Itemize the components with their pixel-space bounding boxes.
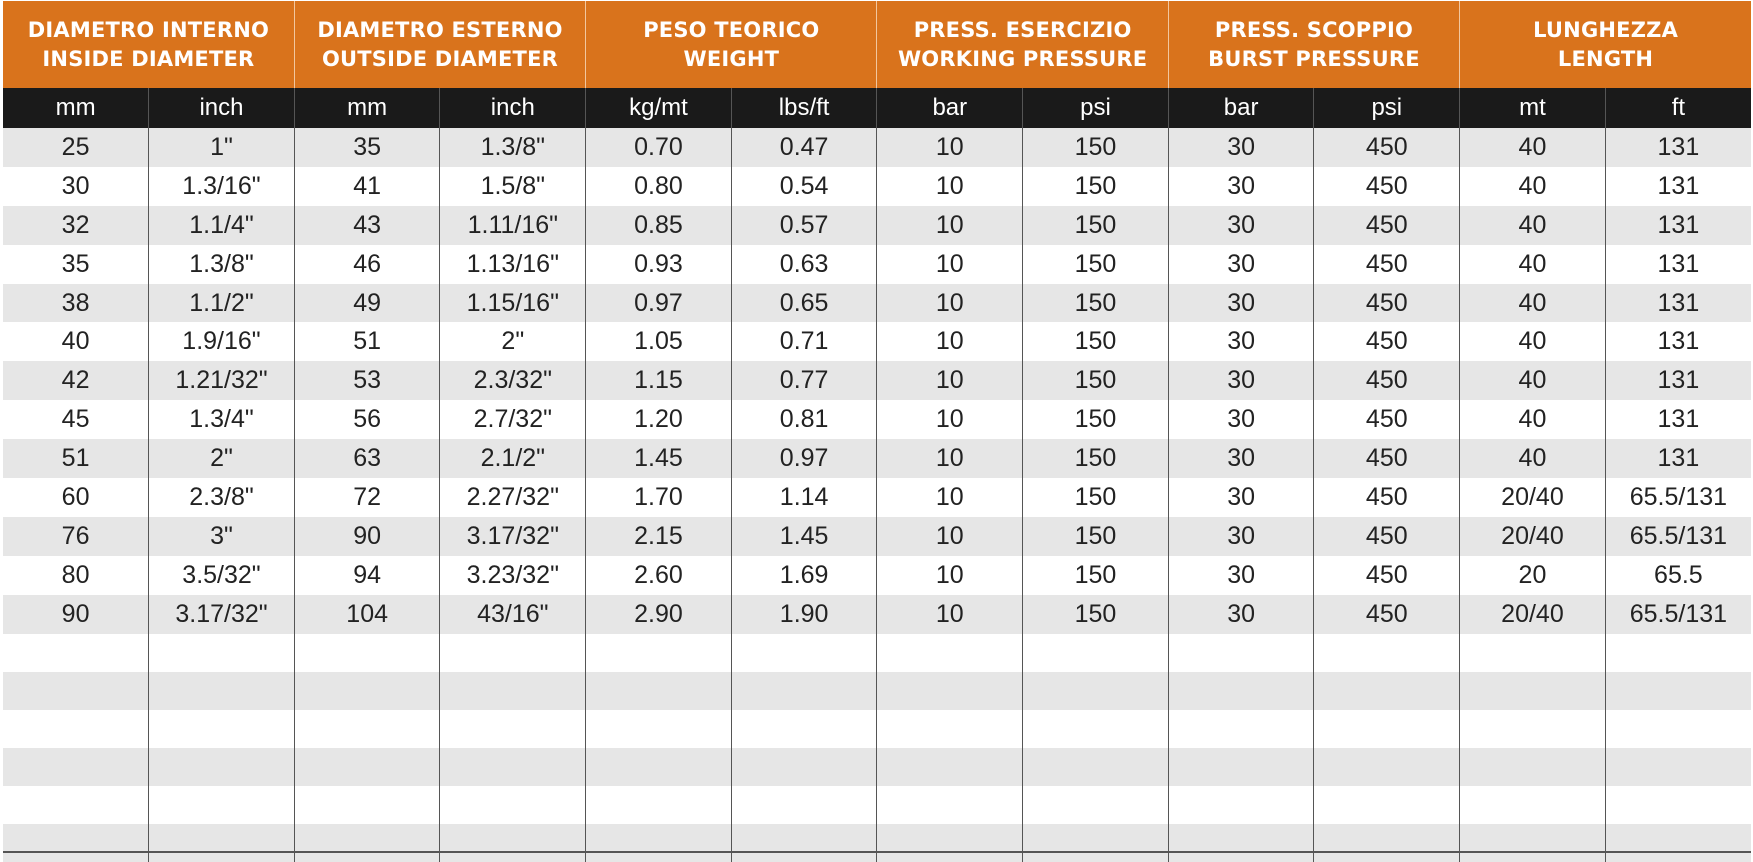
- table-cell: 1.69: [731, 556, 877, 595]
- table-cell: 3.17/32": [440, 517, 586, 556]
- empty-cell: [294, 824, 440, 862]
- empty-cell: [1460, 786, 1606, 824]
- empty-cell: [294, 634, 440, 672]
- table-cell: 90: [3, 595, 149, 634]
- unit-header: inch: [440, 88, 586, 128]
- empty-cell: [1605, 786, 1751, 824]
- table-cell: 40: [1460, 245, 1606, 284]
- table-cell: 1.21/32": [149, 361, 295, 400]
- table-cell: 40: [1460, 167, 1606, 206]
- empty-row: [3, 634, 1751, 672]
- table-row: [3, 245, 1751, 284]
- group-header-en: LENGTH: [1557, 46, 1654, 71]
- empty-cell: [3, 710, 149, 748]
- table-cell: 10: [877, 517, 1023, 556]
- table-cell: 1.5/8": [440, 167, 586, 206]
- unit-header: bar: [1168, 88, 1314, 128]
- table-cell: 80: [3, 556, 149, 595]
- table-cell: 131: [1605, 167, 1751, 206]
- table-cell: 40: [1460, 128, 1606, 167]
- table-cell: 150: [1023, 128, 1169, 167]
- table-cell: 3.5/32": [149, 556, 295, 595]
- table-cell: 1.13/16": [440, 245, 586, 284]
- table-cell: 65.5/131: [1605, 478, 1751, 517]
- table-row: [3, 206, 1751, 245]
- group-header-it: PESO TEORICO: [643, 17, 820, 42]
- table-cell: 0.54: [731, 167, 877, 206]
- table-cell: 30: [3, 167, 149, 206]
- group-header-working-pressure: [877, 1, 1168, 88]
- empty-cell: [1314, 710, 1460, 748]
- table-row: [3, 517, 1751, 556]
- table-cell: 51: [294, 322, 440, 361]
- empty-cell: [1168, 672, 1314, 710]
- table-cell: 131: [1605, 361, 1751, 400]
- table-cell: 40: [1460, 206, 1606, 245]
- table-cell: 0.93: [586, 245, 732, 284]
- table-cell: 20/40: [1460, 595, 1606, 634]
- table-cell: 131: [1605, 245, 1751, 284]
- empty-cell: [3, 634, 149, 672]
- table-cell: 450: [1314, 322, 1460, 361]
- table-cell: 2.27/32": [440, 478, 586, 517]
- table-cell: 40: [1460, 322, 1606, 361]
- table-cell: 20: [1460, 556, 1606, 595]
- table-cell: 41: [294, 167, 440, 206]
- table-cell: 1": [149, 128, 295, 167]
- table-cell: 45: [3, 400, 149, 439]
- empty-cell: [731, 710, 877, 748]
- table-cell: 450: [1314, 245, 1460, 284]
- empty-cell: [877, 786, 1023, 824]
- group-header-inside-diameter: [3, 1, 294, 88]
- table-cell: 2.15: [586, 517, 732, 556]
- table-cell: 0.57: [731, 206, 877, 245]
- table-cell: 450: [1314, 361, 1460, 400]
- table-cell: 65.5: [1605, 556, 1751, 595]
- table-cell: 1.45: [731, 517, 877, 556]
- table-cell: 30: [1168, 206, 1314, 245]
- table-row: [3, 128, 1751, 167]
- table-cell: 10: [877, 478, 1023, 517]
- hose-spec-table: [3, 1, 1751, 862]
- table-cell: 30: [1168, 128, 1314, 167]
- table-cell: 1.90: [731, 595, 877, 634]
- table-cell: 1.1/2": [149, 284, 295, 323]
- table-cell: 10: [877, 167, 1023, 206]
- unit-header: mm: [3, 88, 149, 128]
- table-cell: 0.80: [586, 167, 732, 206]
- unit-header: lbs/ft: [731, 88, 877, 128]
- empty-cell: [1460, 748, 1606, 786]
- table-cell: 0.77: [731, 361, 877, 400]
- table-cell: 0.63: [731, 245, 877, 284]
- unit-header: bar: [877, 88, 1023, 128]
- table-cell: 131: [1605, 128, 1751, 167]
- table-cell: 0.97: [731, 439, 877, 478]
- empty-cell: [1023, 672, 1169, 710]
- group-header-it: DIAMETRO ESTERNO: [317, 17, 563, 42]
- empty-cell: [149, 634, 295, 672]
- table-cell: 10: [877, 400, 1023, 439]
- table-cell: 56: [294, 400, 440, 439]
- table-cell: 150: [1023, 439, 1169, 478]
- table-cell: 0.70: [586, 128, 732, 167]
- table-cell: 90: [294, 517, 440, 556]
- table-cell: 1.1/4": [149, 206, 295, 245]
- table-cell: 1.3/8": [149, 245, 295, 284]
- empty-cell: [1605, 748, 1751, 786]
- empty-cell: [294, 748, 440, 786]
- unit-header: psi: [1023, 88, 1169, 128]
- empty-cell: [877, 634, 1023, 672]
- table-cell: 2.3/8": [149, 478, 295, 517]
- table-cell: 51: [3, 439, 149, 478]
- table-cell: 65.5/131: [1605, 517, 1751, 556]
- empty-cell: [1314, 786, 1460, 824]
- table-cell: 1.05: [586, 322, 732, 361]
- empty-cell: [149, 710, 295, 748]
- table-cell: 49: [294, 284, 440, 323]
- empty-row: [3, 672, 1751, 710]
- table-cell: 40: [1460, 439, 1606, 478]
- table-cell: 1.45: [586, 439, 732, 478]
- empty-cell: [1605, 672, 1751, 710]
- table-row: [3, 284, 1751, 323]
- empty-row: [3, 710, 1751, 748]
- table-cell: 1.14: [731, 478, 877, 517]
- table-row: [3, 322, 1751, 361]
- table-cell: 150: [1023, 284, 1169, 323]
- empty-cell: [731, 748, 877, 786]
- table-cell: 0.71: [731, 322, 877, 361]
- empty-cell: [1460, 824, 1606, 862]
- table-cell: 0.47: [731, 128, 877, 167]
- table-cell: 10: [877, 206, 1023, 245]
- empty-cell: [3, 748, 149, 786]
- table-cell: 30: [1168, 556, 1314, 595]
- group-header-en: OUTSIDE DIAMETER: [321, 46, 558, 71]
- empty-cell: [1023, 824, 1169, 862]
- table-cell: 1.3/8": [440, 128, 586, 167]
- empty-row: [3, 824, 1751, 862]
- table-cell: 150: [1023, 478, 1169, 517]
- empty-cell: [440, 710, 586, 748]
- unit-header-row: [3, 88, 1751, 128]
- table-cell: 150: [1023, 245, 1169, 284]
- table-cell: 30: [1168, 322, 1314, 361]
- table-cell: 25: [3, 128, 149, 167]
- empty-cell: [3, 672, 149, 710]
- table-cell: 30: [1168, 284, 1314, 323]
- table-cell: 1.70: [586, 478, 732, 517]
- group-header-outside-diameter: [294, 1, 585, 88]
- empty-cell: [877, 710, 1023, 748]
- table-cell: 94: [294, 556, 440, 595]
- empty-cell: [440, 824, 586, 862]
- group-header-burst-pressure: [1168, 1, 1459, 88]
- empty-cell: [1023, 634, 1169, 672]
- group-header-weight: [586, 1, 877, 88]
- empty-cell: [3, 824, 149, 862]
- table-cell: 60: [3, 478, 149, 517]
- table-cell: 40: [1460, 284, 1606, 323]
- table-cell: 42: [3, 361, 149, 400]
- table-cell: 40: [1460, 400, 1606, 439]
- table-cell: 20/40: [1460, 478, 1606, 517]
- table-cell: 1.20: [586, 400, 732, 439]
- unit-header: mt: [1460, 88, 1606, 128]
- table-cell: 30: [1168, 400, 1314, 439]
- table-cell: 1.15: [586, 361, 732, 400]
- table-cell: 30: [1168, 439, 1314, 478]
- empty-cell: [586, 710, 732, 748]
- empty-cell: [1168, 748, 1314, 786]
- table-cell: 2.1/2": [440, 439, 586, 478]
- table-cell: 32: [3, 206, 149, 245]
- table-cell: 450: [1314, 206, 1460, 245]
- table-cell: 131: [1605, 206, 1751, 245]
- table-row: [3, 595, 1751, 634]
- table-cell: 20/40: [1460, 517, 1606, 556]
- empty-cell: [1605, 710, 1751, 748]
- table-cell: 46: [294, 245, 440, 284]
- empty-cell: [1605, 824, 1751, 862]
- empty-cell: [731, 786, 877, 824]
- table-cell: 3.17/32": [149, 595, 295, 634]
- empty-cell: [1460, 634, 1606, 672]
- table-cell: 10: [877, 322, 1023, 361]
- empty-cell: [1168, 710, 1314, 748]
- empty-cell: [294, 786, 440, 824]
- table-cell: 150: [1023, 400, 1169, 439]
- empty-cell: [1023, 786, 1169, 824]
- empty-cell: [586, 672, 732, 710]
- empty-cell: [1605, 634, 1751, 672]
- empty-cell: [731, 672, 877, 710]
- empty-cell: [294, 710, 440, 748]
- table-cell: 450: [1314, 595, 1460, 634]
- group-header-en: INSIDE DIAMETER: [42, 46, 255, 71]
- group-header-it: PRESS. SCOPPIO: [1214, 17, 1414, 42]
- table-row: [3, 400, 1751, 439]
- empty-cell: [1023, 748, 1169, 786]
- table-cell: 1.15/16": [440, 284, 586, 323]
- group-header-length: [1460, 1, 1751, 88]
- table-cell: 104: [294, 595, 440, 634]
- table-cell: 450: [1314, 167, 1460, 206]
- table-cell: 72: [294, 478, 440, 517]
- unit-header: mm: [294, 88, 440, 128]
- group-header-it: PRESS. ESERCIZIO: [913, 17, 1132, 42]
- table-row: [3, 361, 1751, 400]
- unit-header: ft: [1605, 88, 1751, 128]
- group-header-it: LUNGHEZZA: [1533, 17, 1679, 42]
- table-row: [3, 439, 1751, 478]
- table-cell: 1.9/16": [149, 322, 295, 361]
- table-cell: 131: [1605, 439, 1751, 478]
- table-cell: 150: [1023, 322, 1169, 361]
- table-cell: 2.90: [586, 595, 732, 634]
- unit-header: kg/mt: [586, 88, 732, 128]
- table-cell: 1.3/4": [149, 400, 295, 439]
- empty-cell: [731, 824, 877, 862]
- table-cell: 43: [294, 206, 440, 245]
- table-cell: 30: [1168, 517, 1314, 556]
- empty-cell: [586, 786, 732, 824]
- table-cell: 450: [1314, 517, 1460, 556]
- table-cell: 10: [877, 284, 1023, 323]
- empty-cell: [3, 786, 149, 824]
- empty-cell: [1314, 672, 1460, 710]
- table-cell: 30: [1168, 167, 1314, 206]
- empty-cell: [1168, 634, 1314, 672]
- table-cell: 10: [877, 439, 1023, 478]
- table-cell: 150: [1023, 556, 1169, 595]
- table-cell: 1.11/16": [440, 206, 586, 245]
- table-cell: 65.5/131: [1605, 595, 1751, 634]
- table-cell: 2.7/32": [440, 400, 586, 439]
- empty-cell: [440, 748, 586, 786]
- empty-cell: [1460, 710, 1606, 748]
- table-cell: 40: [1460, 361, 1606, 400]
- table-cell: 30: [1168, 361, 1314, 400]
- table-cell: 3": [149, 517, 295, 556]
- table-cell: 10: [877, 128, 1023, 167]
- empty-cell: [586, 824, 732, 862]
- group-header-en: WORKING PRESSURE: [897, 46, 1148, 71]
- empty-cell: [440, 672, 586, 710]
- table-cell: 450: [1314, 128, 1460, 167]
- group-header-row: [3, 1, 1751, 88]
- table-cell: 150: [1023, 361, 1169, 400]
- table-cell: 40: [3, 322, 149, 361]
- table-cell: 30: [1168, 478, 1314, 517]
- table-cell: 10: [877, 245, 1023, 284]
- table-cell: 2.3/32": [440, 361, 586, 400]
- table-cell: 150: [1023, 206, 1169, 245]
- empty-cell: [1460, 672, 1606, 710]
- table-cell: 450: [1314, 284, 1460, 323]
- table-row: [3, 478, 1751, 517]
- table-cell: 53: [294, 361, 440, 400]
- group-header-en: WEIGHT: [683, 46, 780, 71]
- table-cell: 43/16": [440, 595, 586, 634]
- empty-cell: [877, 748, 1023, 786]
- table-cell: 3.23/32": [440, 556, 586, 595]
- table-row: [3, 167, 1751, 206]
- empty-cell: [149, 672, 295, 710]
- table-cell: 150: [1023, 517, 1169, 556]
- table-cell: 35: [3, 245, 149, 284]
- table-cell: 0.81: [731, 400, 877, 439]
- table-cell: 10: [877, 361, 1023, 400]
- table-cell: 10: [877, 556, 1023, 595]
- empty-cell: [294, 672, 440, 710]
- table-cell: 450: [1314, 439, 1460, 478]
- empty-cell: [731, 634, 877, 672]
- empty-cell: [1023, 710, 1169, 748]
- table-cell: 30: [1168, 595, 1314, 634]
- table-cell: 450: [1314, 478, 1460, 517]
- table-cell: 63: [294, 439, 440, 478]
- table-cell: 450: [1314, 400, 1460, 439]
- table-cell: 76: [3, 517, 149, 556]
- table-cell: 131: [1605, 322, 1751, 361]
- table-cell: 2": [149, 439, 295, 478]
- table-cell: 150: [1023, 595, 1169, 634]
- table-cell: 1.3/16": [149, 167, 295, 206]
- empty-cell: [149, 786, 295, 824]
- table-cell: 0.97: [586, 284, 732, 323]
- empty-cell: [149, 824, 295, 862]
- empty-cell: [440, 634, 586, 672]
- unit-header: inch: [149, 88, 295, 128]
- empty-cell: [877, 824, 1023, 862]
- empty-cell: [1168, 786, 1314, 824]
- table-cell: 2": [440, 322, 586, 361]
- spec-table-container: [3, 1, 1751, 862]
- group-header-it: DIAMETRO INTERNO: [27, 17, 270, 42]
- table-cell: 10: [877, 595, 1023, 634]
- table-cell: 131: [1605, 400, 1751, 439]
- empty-cell: [149, 748, 295, 786]
- unit-header: psi: [1314, 88, 1460, 128]
- empty-cell: [1314, 748, 1460, 786]
- table-cell: 2.60: [586, 556, 732, 595]
- table-cell: 35: [294, 128, 440, 167]
- table-cell: 131: [1605, 284, 1751, 323]
- table-cell: 450: [1314, 556, 1460, 595]
- empty-row: [3, 786, 1751, 824]
- empty-cell: [1168, 824, 1314, 862]
- empty-cell: [586, 634, 732, 672]
- empty-cell: [586, 748, 732, 786]
- table-row: [3, 556, 1751, 595]
- group-header-en: BURST PRESSURE: [1208, 46, 1420, 71]
- empty-cell: [1314, 634, 1460, 672]
- table-cell: 150: [1023, 167, 1169, 206]
- table-body: [3, 128, 1751, 862]
- table-cell: 0.65: [731, 284, 877, 323]
- table-cell: 38: [3, 284, 149, 323]
- table-cell: 0.85: [586, 206, 732, 245]
- empty-row: [3, 748, 1751, 786]
- empty-cell: [877, 672, 1023, 710]
- empty-cell: [440, 786, 586, 824]
- table-cell: 30: [1168, 245, 1314, 284]
- empty-cell: [1314, 824, 1460, 862]
